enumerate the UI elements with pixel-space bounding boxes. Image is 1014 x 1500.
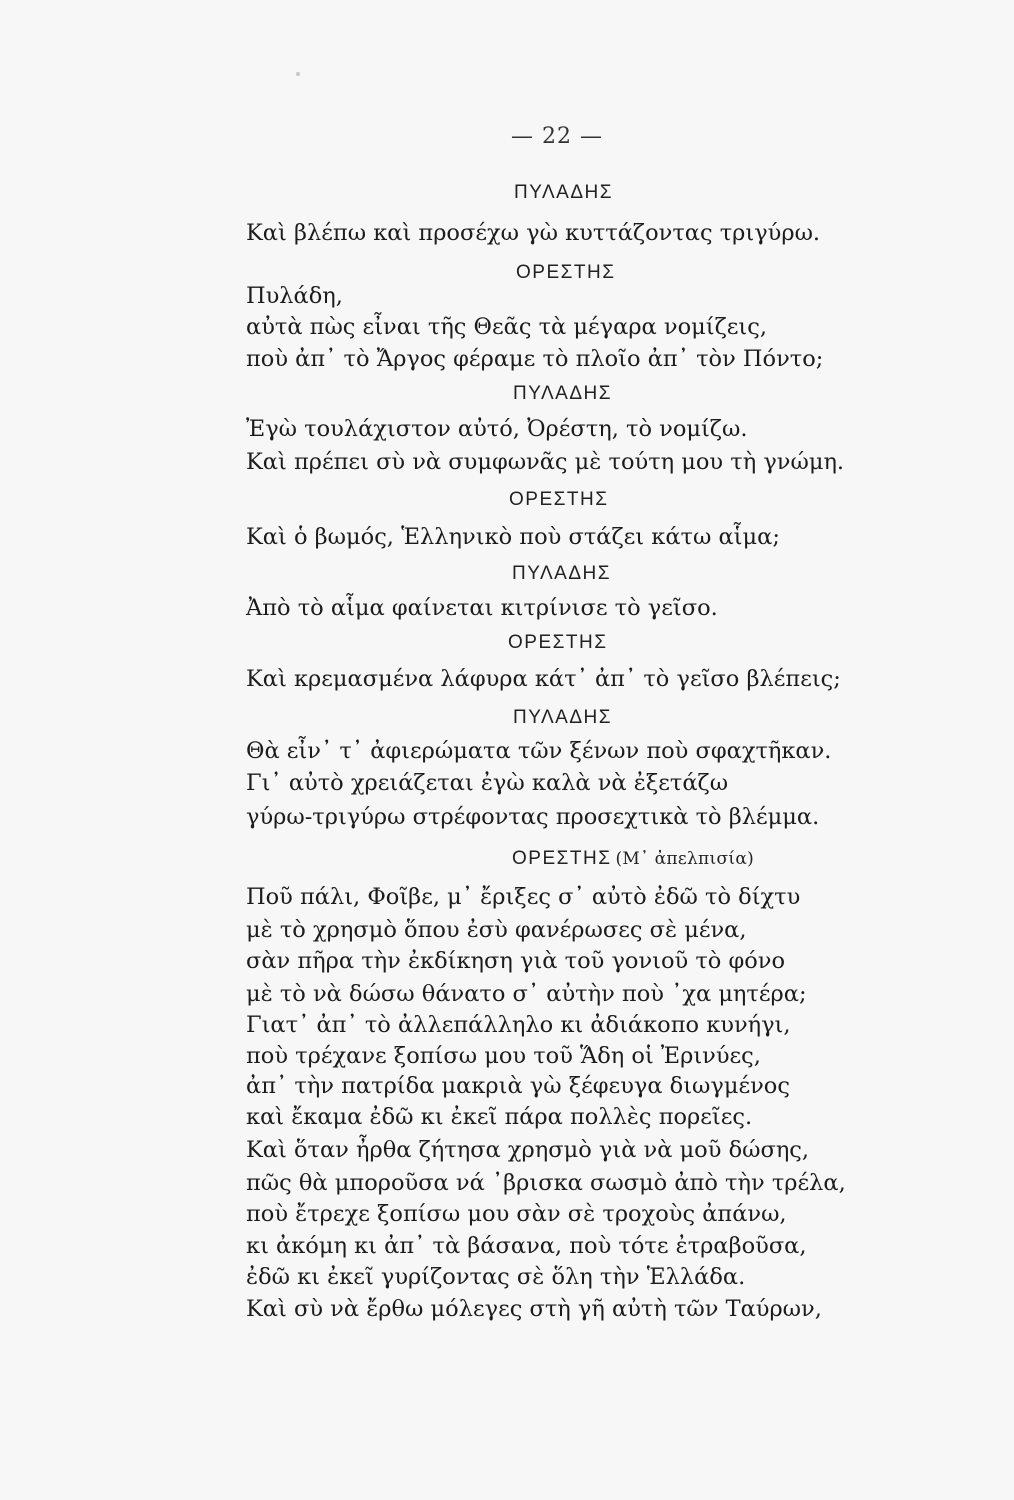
speaker-name: ΟΡΕΣΤΗΣ [508,632,608,653]
verse-line: Γιατ᾽ ἀπ᾽ τὸ ἀλλεπάλληλο κι ἀδιάκοπο κυνήγι, [246,1012,791,1038]
verse-line: Θὰ εἶν᾽ τ᾽ ἀφιερώματα τῶν ξένων ποὺ σφαχτῆκαν. [246,738,832,764]
verse-line: σὰν πῆρα τὴν ἐκδίκηση γιὰ τοῦ γονιοῦ τὸ φόνο [246,948,786,974]
speaker-name: ΟΡΕΣΤΗΣ [509,489,609,510]
verse-line: ἐδῶ κι ἐκεῖ γυρίζοντας σὲ ὅλη τὴν Ἑλλάδα. [246,1264,746,1290]
verse-line: ποὺ ἀπ᾽ τὸ Ἄργος φέραμε τὸ πλοῖο ἀπ᾽ τὸν Πόντο; [246,346,824,372]
page-speck [296,72,300,76]
verse-line: κι ἀκόμη κι ἀπ᾽ τὰ βάσανα, ποὺ τότε ἐτραβοῦσα, [246,1233,807,1259]
verse-line: καὶ ἔκαμα ἐδῶ κι ἐκεῖ πάρα πολλὲς πορεῖες. [246,1104,753,1130]
verse-line: Καὶ κρεμασμένα λάφυρα κάτ᾽ ἀπ᾽ τὸ γεῖσο βλέπεις; [246,666,841,692]
verse-line: Ἐγὼ τουλάχιστον αὐτό, Ὀρέστη, τὸ νομίζω. [246,416,748,442]
verse-line: Καὶ σὺ νὰ ἔρθω μόλεγες στὴ γῆ αὐτὴ τῶν Ταύρων, [246,1296,822,1322]
speaker-name: ΠΥΛΑΔΗΣ [514,182,614,203]
verse-line: Καὶ πρέπει σὺ νὰ συμφωνᾶς μὲ τούτη μου τὴ γνώμη. [246,449,845,475]
verse-line: μὲ τὸ χρησμὸ ὅπου ἐσὺ φανέρωσες σὲ μένα, [246,917,747,943]
verse-line: πῶς θὰ μποροῦσα νά ᾽βρισκα σωσμὸ ἀπὸ τὴν τρέλα, [246,1170,846,1196]
verse-line: αὐτὰ πὼς εἶναι τῆς Θεᾶς τὰ μέγαρα νομίζεις, [246,314,767,340]
speaker-name: ΠΥΛΑΔΗΣ [513,383,613,404]
verse-line: Καὶ ὁ βωμός, Ἑλληνικὸ ποὺ στάζει κάτω αἷμα; [246,524,780,550]
verse-line: μὲ τὸ νὰ δώσω θάνατο σ᾽ αὐτὴν ποὺ ᾽χα μητέρα; [246,981,807,1007]
verse-line: Γι᾽ αὐτὸ χρειάζεται ἐγὼ καλὰ νὰ ἐξετάζω [246,770,729,796]
speaker-name: ΠΥΛΑΔΗΣ [513,707,613,728]
verse-line: Πυλάδη, [246,283,343,309]
verse-line: Ποῦ πάλι, Φοῖβε, μ᾽ ἔριξες σ᾽ αὐτὸ ἐδῶ τὸ δίχτυ [246,884,801,910]
verse-line: ἀπ᾽ τὴν πατρίδα μακριὰ γὼ ξέφευγα διωγμένος [246,1073,790,1099]
speaker-name-label: ΟΡΕΣΤΗΣ [512,848,612,869]
speaker-name: ΠΥΛΑΔΗΣ [512,563,612,584]
speaker-name [512,848,754,870]
verse-line: ποὺ τρέχανε ξοπίσω μου τοῦ Ἅδη οἱ Ἐρινύες, [246,1043,761,1069]
page-number: — 22 — [511,124,603,149]
stage-direction: (Μ᾽ ἀπελπισία) [615,849,755,869]
verse-line: Ἀπὸ τὸ αἷμα φαίνεται κιτρίνισε τὸ γεῖσο. [246,595,718,621]
verse-line: Καὶ ὅταν ἦρθα ζήτησα χρησμὸ γιὰ νὰ μοῦ δώσης, [246,1137,810,1163]
speaker-name: ΟΡΕΣΤΗΣ [516,262,616,283]
verse-line: Καὶ βλέπω καὶ προσέχω γὼ κυττάζοντας τριγύρω. [246,220,821,246]
verse-line: ποὺ ἔτρεχε ξοπίσω μου σὰν σὲ τροχοὺς ἀπάνω, [246,1201,787,1227]
verse-line: γύρω-τριγύρω στρέφοντας προσεχτικὰ τὸ βλέμμα. [246,804,820,830]
